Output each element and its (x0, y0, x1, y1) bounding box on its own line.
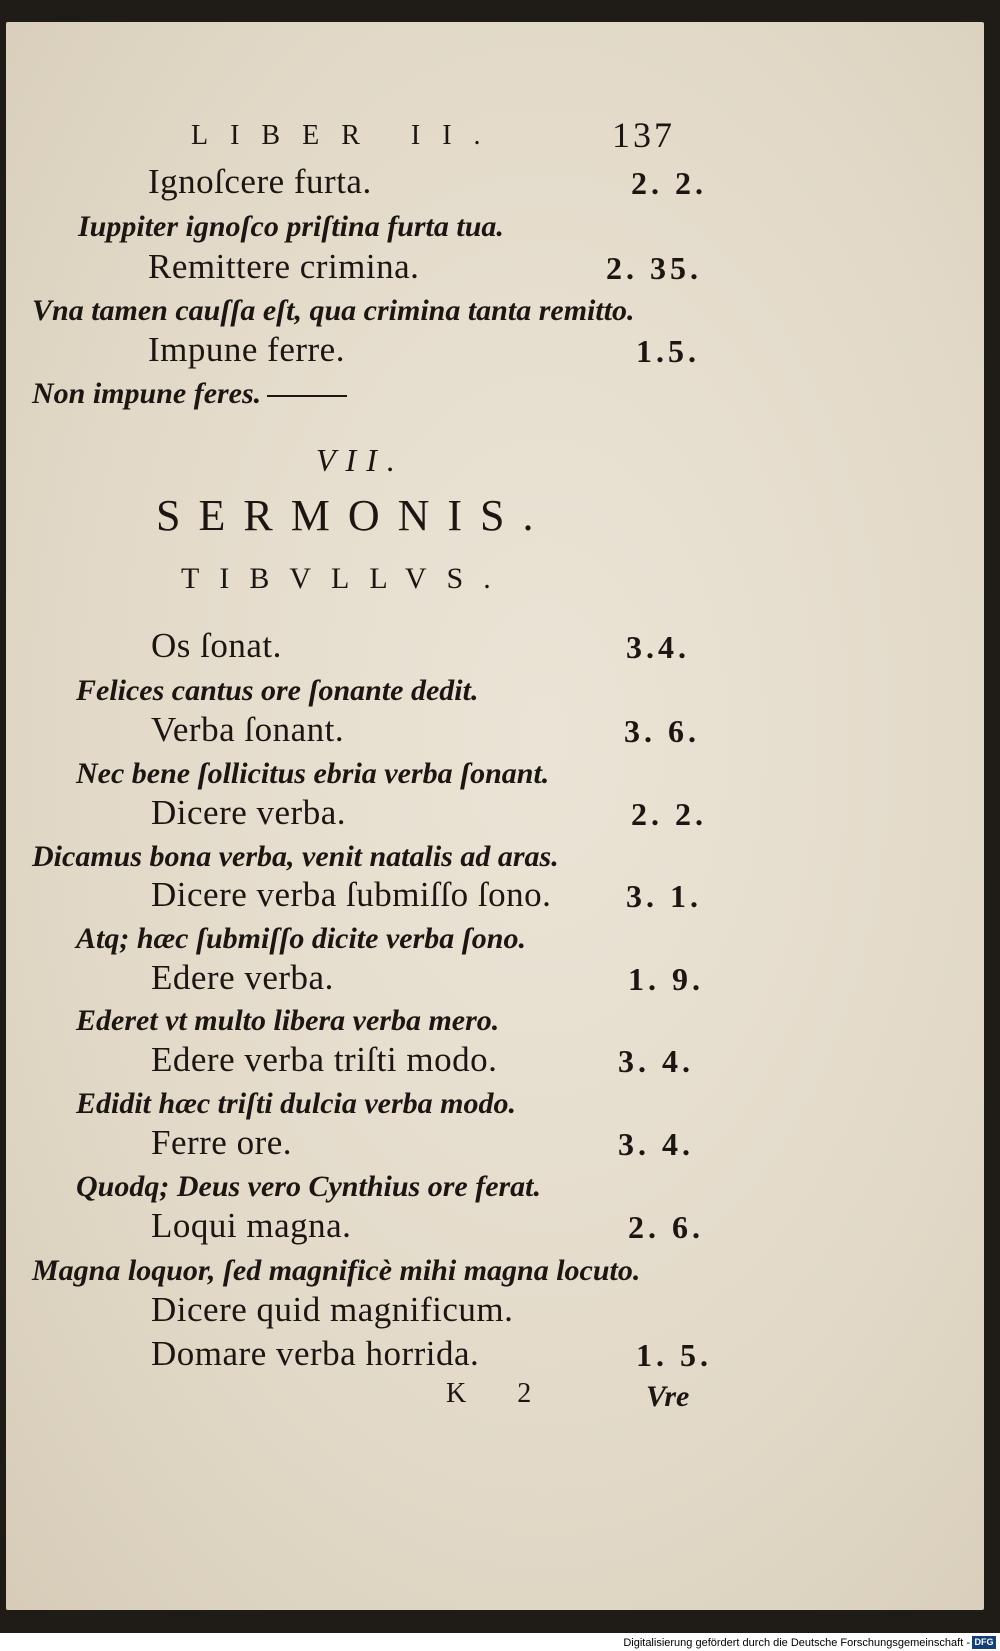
entry-quote: Nec bene ſollicitus ebria verba ſonant. (76, 757, 550, 790)
entry-phrase: Impune ferre. (148, 330, 345, 369)
entry-ref: 2. 6. (628, 1209, 704, 1245)
entry-ref: 3. 6. (624, 713, 700, 749)
entry-ref: 3.4. (626, 629, 690, 665)
entry-quote: Dicamus bona verba, venit natalis ad aras. (32, 840, 559, 873)
entry-ref: 3. 4. (618, 1043, 694, 1079)
entry-ref: 1.5. (636, 333, 700, 369)
entry-phrase: Loqui magna. (151, 1206, 352, 1245)
entry-quote: Non impune feres. (32, 377, 347, 411)
entry-quote: Magna loquor, ſed magnificè mihi magna locuto. (32, 1254, 641, 1287)
catchword: Vre (646, 1380, 690, 1413)
dfg-logo: DFG (972, 1636, 996, 1649)
entry-phrase: Ignoſcere furta. (148, 162, 372, 201)
book-page (6, 22, 984, 1610)
entry-quote: Atq; hæc ſubmiſſo dicite verba ſono. (76, 922, 526, 955)
entry-phrase: Edere verba triſti modo. (151, 1040, 498, 1079)
entry-ref: 2. 35. (606, 250, 702, 286)
entry-phrase: Dicere quid magnificum. (151, 1290, 514, 1329)
entry-ref: 1. 9. (628, 961, 704, 997)
entry-quote: Ederet vt multo libera verba mero. (76, 1004, 500, 1037)
entry-phrase: Os ſonat. (151, 626, 282, 665)
entry-ref: 1. 5. (636, 1337, 712, 1373)
entry-quote: Vna tamen cauſſa eſt, qua crimina tanta remitto. (32, 294, 635, 327)
entry-quote: Iuppiter ignoſco priſtina furta tua. (78, 210, 504, 243)
entry-quote: Felices cantus ore ſonante dedit. (76, 674, 479, 707)
folio-number: 137 (612, 115, 675, 155)
entry-phrase: Remittere crimina. (148, 247, 420, 286)
dash-rule (267, 395, 347, 397)
entry-phrase: Dicere verba ſubmiſſo ſono. (151, 875, 552, 914)
running-head: LIBER II. (191, 120, 503, 151)
entry-phrase: Dicere verba. (151, 793, 346, 832)
entry-quote: Quodq; Deus vero Cynthius ore ferat. (76, 1170, 542, 1203)
entry-phrase: Ferre ore. (151, 1123, 293, 1162)
entry-quote: Edidit hæc triſti dulcia verba modo. (76, 1087, 516, 1120)
section-number: VII. (316, 442, 405, 478)
credit-bar (0, 1633, 1000, 1651)
section-author: TIBVLLVS. (181, 562, 511, 595)
entry-phrase: Domare verba horrida. (151, 1334, 480, 1373)
entry-ref: 3. 4. (618, 1126, 694, 1162)
entry-phrase: Edere verba. (151, 958, 334, 997)
section-title: SERMONIS. (156, 491, 552, 540)
entry-ref: 3. 1. (626, 878, 702, 914)
credit-text: Digitalisierung gefördert durch die Deutsche Forschungsgemeinschaft - (623, 1637, 970, 1649)
entry-ref: 2. 2. (631, 796, 707, 832)
entry-phrase: Verba ſonant. (151, 710, 345, 749)
entry-ref: 2. 2. (631, 165, 707, 201)
signature-mark: K 2 (446, 1378, 554, 1409)
